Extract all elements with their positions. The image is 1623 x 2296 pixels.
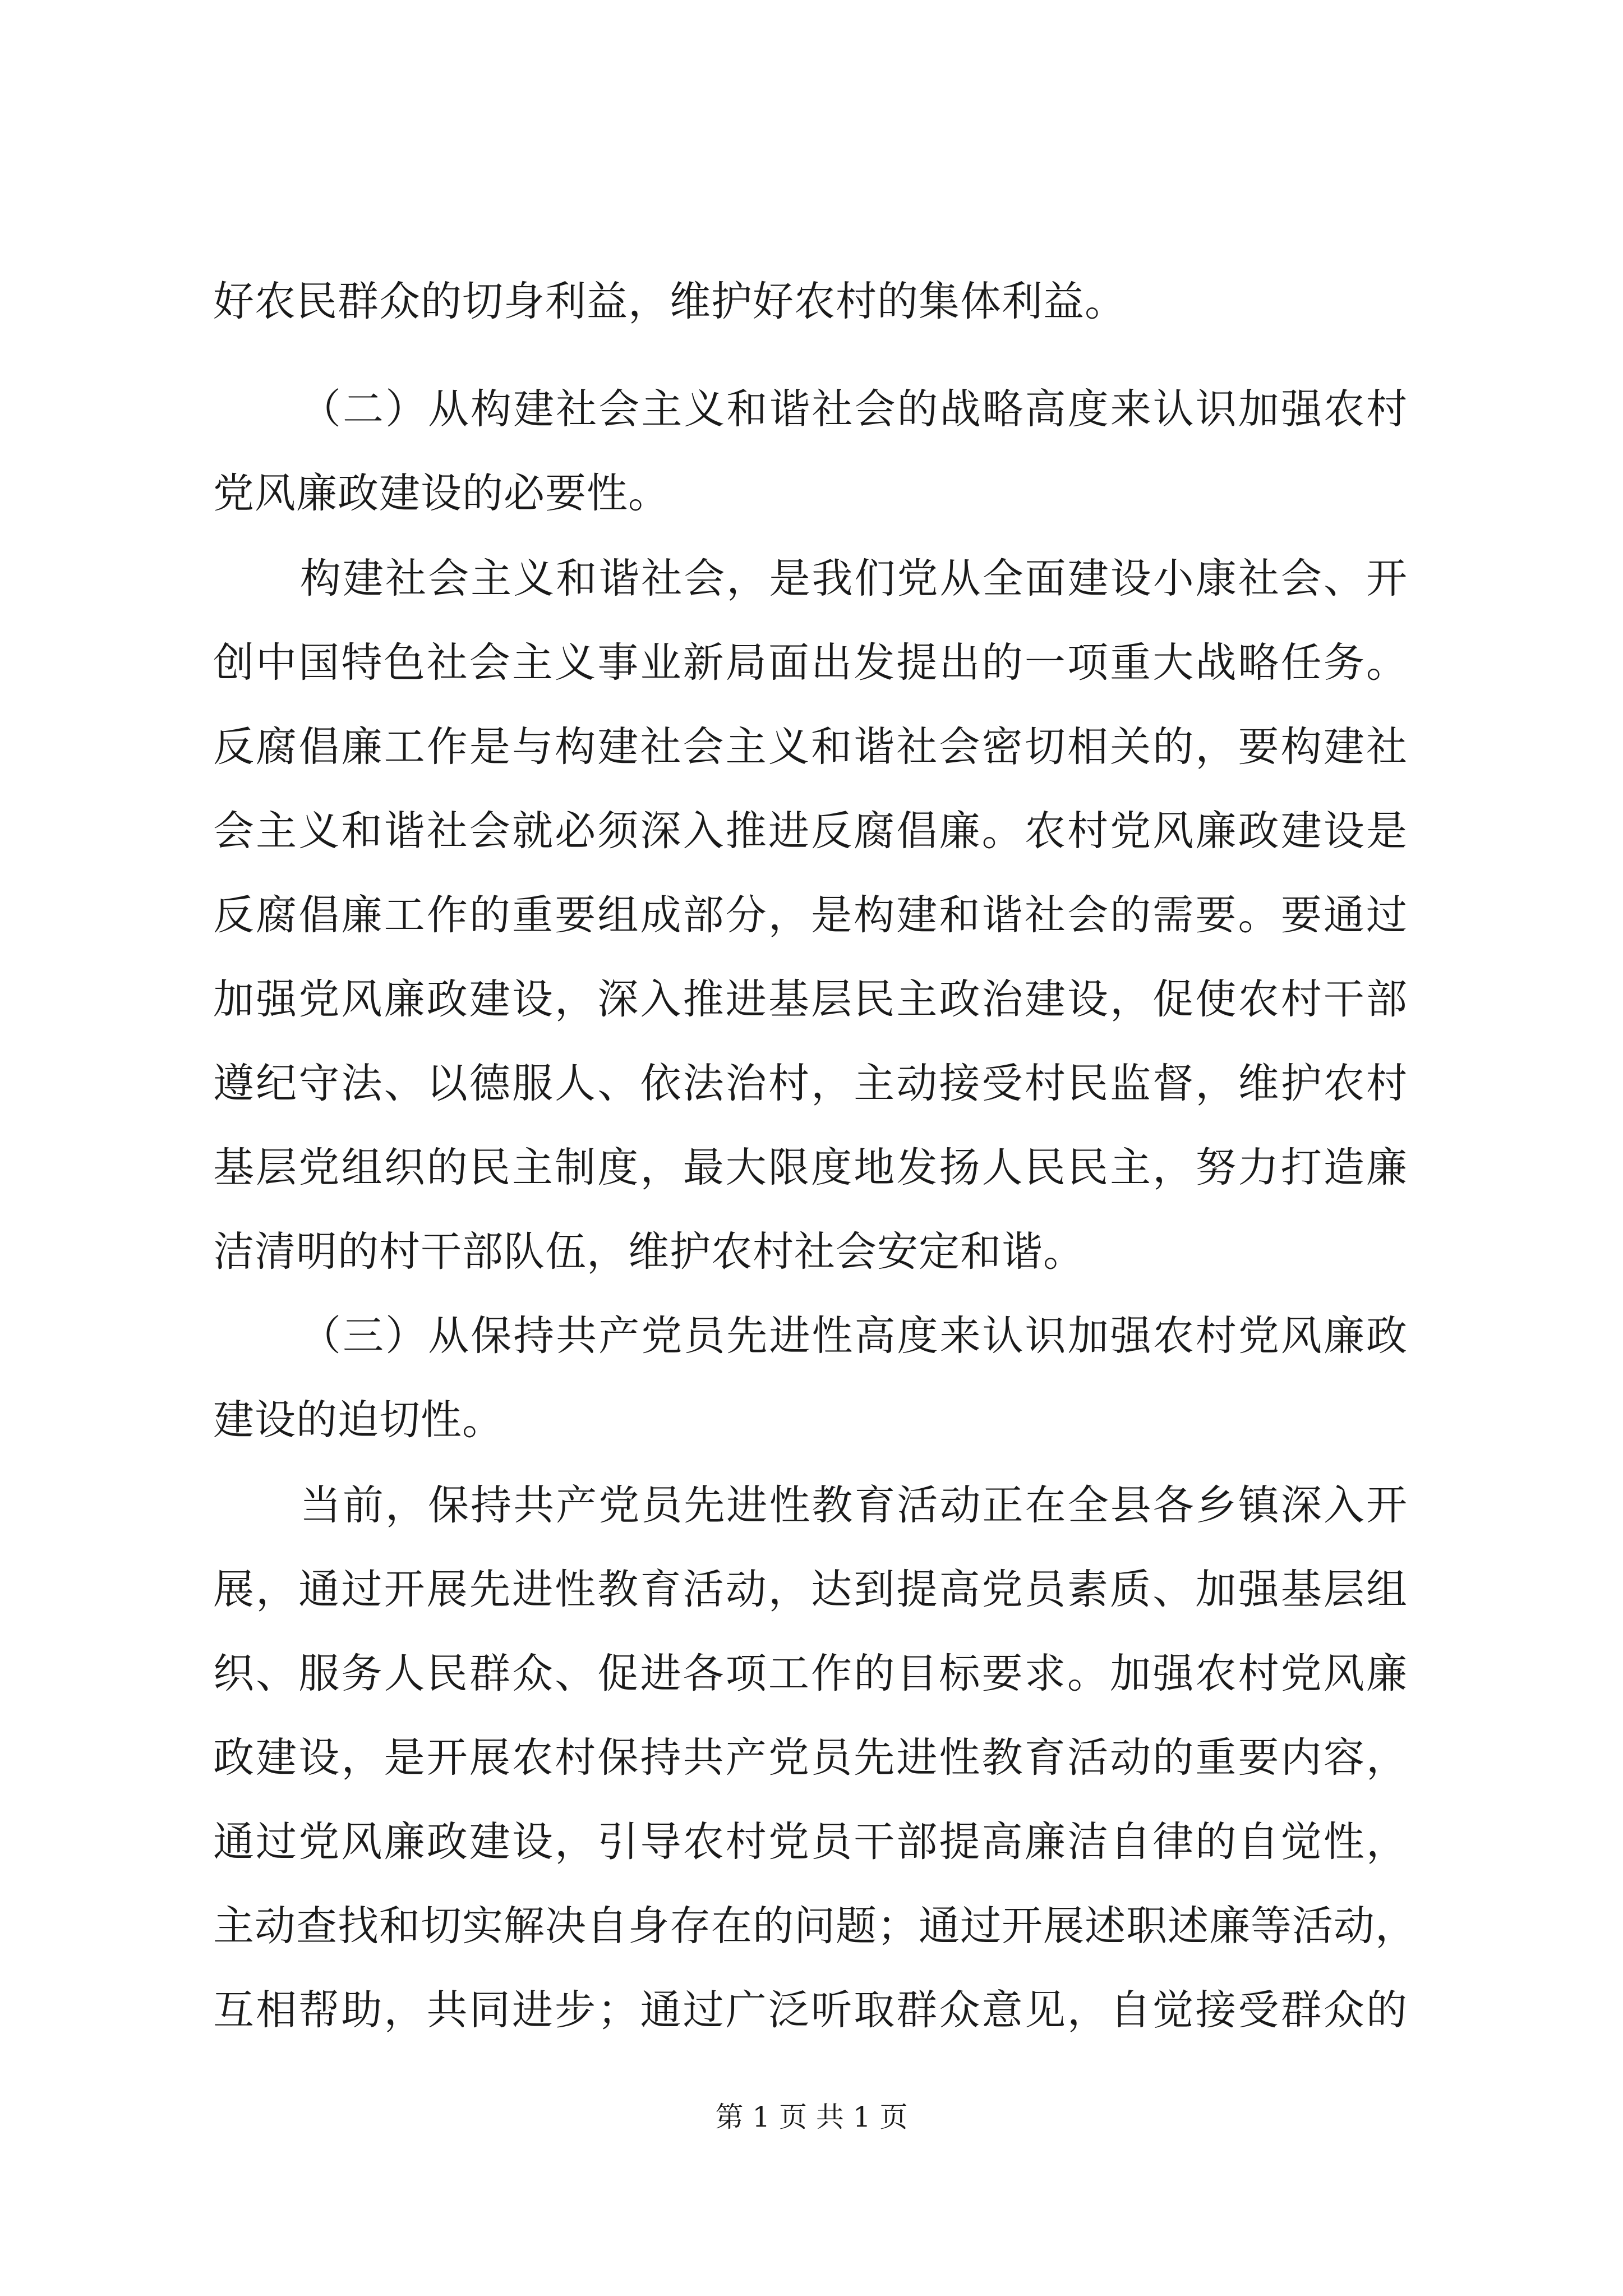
text-line: 创中国特色社会主义事业新局面出发提出的一项重大战略任务。 — [213, 639, 1408, 687]
section-heading-line: （二）从构建社会主义和谐社会的战略高度来认识加强农村 — [300, 385, 1408, 433]
section-heading-line: 党风廉政建设的必要性。 — [213, 470, 670, 517]
text-line: 反腐倡廉工作的重要组成部分，是构建和谐社会的需要。要通过 — [213, 891, 1408, 939]
text-line: 互相帮助，共同进步；通过广泛听取群众意见，自觉接受群众的 — [213, 1986, 1408, 2034]
text-line: 会主义和谐社会就必须深入推进反腐倡廉。农村党风廉政建设是 — [213, 807, 1408, 855]
text-line: 基层党组织的民主制度，最大限度地发扬人民民主，努力打造廉 — [213, 1144, 1408, 1191]
text-line: 织、服务人民群众、促进各项工作的目标要求。加强农村党风廉 — [213, 1650, 1408, 1697]
text-line: 遵纪守法、以德服人、依法治村，主动接受村民监督，维护农村 — [213, 1060, 1408, 1107]
text-line: 反腐倡廉工作是与构建社会主义和谐社会密切相关的，要构建社 — [213, 723, 1408, 771]
text-line: 通过党风廉政建设，引导农村党员干部提高廉洁自律的自觉性， — [213, 1818, 1408, 1866]
text-line: 洁清明的村干部队伍，维护农村社会安定和谐。 — [213, 1228, 1085, 1276]
text-line: 加强党风廉政建设，深入推进基层民主政治建设，促使农村干部 — [213, 976, 1408, 1023]
text-line: 构建社会主义和谐社会，是我们党从全面建设小康社会、开 — [300, 555, 1408, 602]
section-heading-line: 建设的迫切性。 — [213, 1396, 504, 1444]
text-line: 当前，保持共产党员先进性教育活动正在全县各乡镇深入开 — [300, 1481, 1408, 1529]
page-footer — [0, 2100, 1623, 2134]
page-number-label: 第 1 页 共 1 页 — [715, 2101, 908, 2133]
text-line: 主动查找和切实解决自身存在的问题；通过开展述职述廉等活动， — [213, 1902, 1417, 1950]
text-line: 展，通过开展先进性教育活动，达到提高党员素质、加强基层组 — [213, 1566, 1408, 1613]
text-line: 政建设，是开展农村保持共产党员先进性教育活动的重要内容， — [213, 1734, 1408, 1782]
text-line: 好农民群众的切身利益，维护好农村的集体利益。 — [213, 278, 1126, 325]
section-heading-line: （三）从保持共产党员先进性高度来认识加强农村党风廉政 — [300, 1312, 1408, 1360]
